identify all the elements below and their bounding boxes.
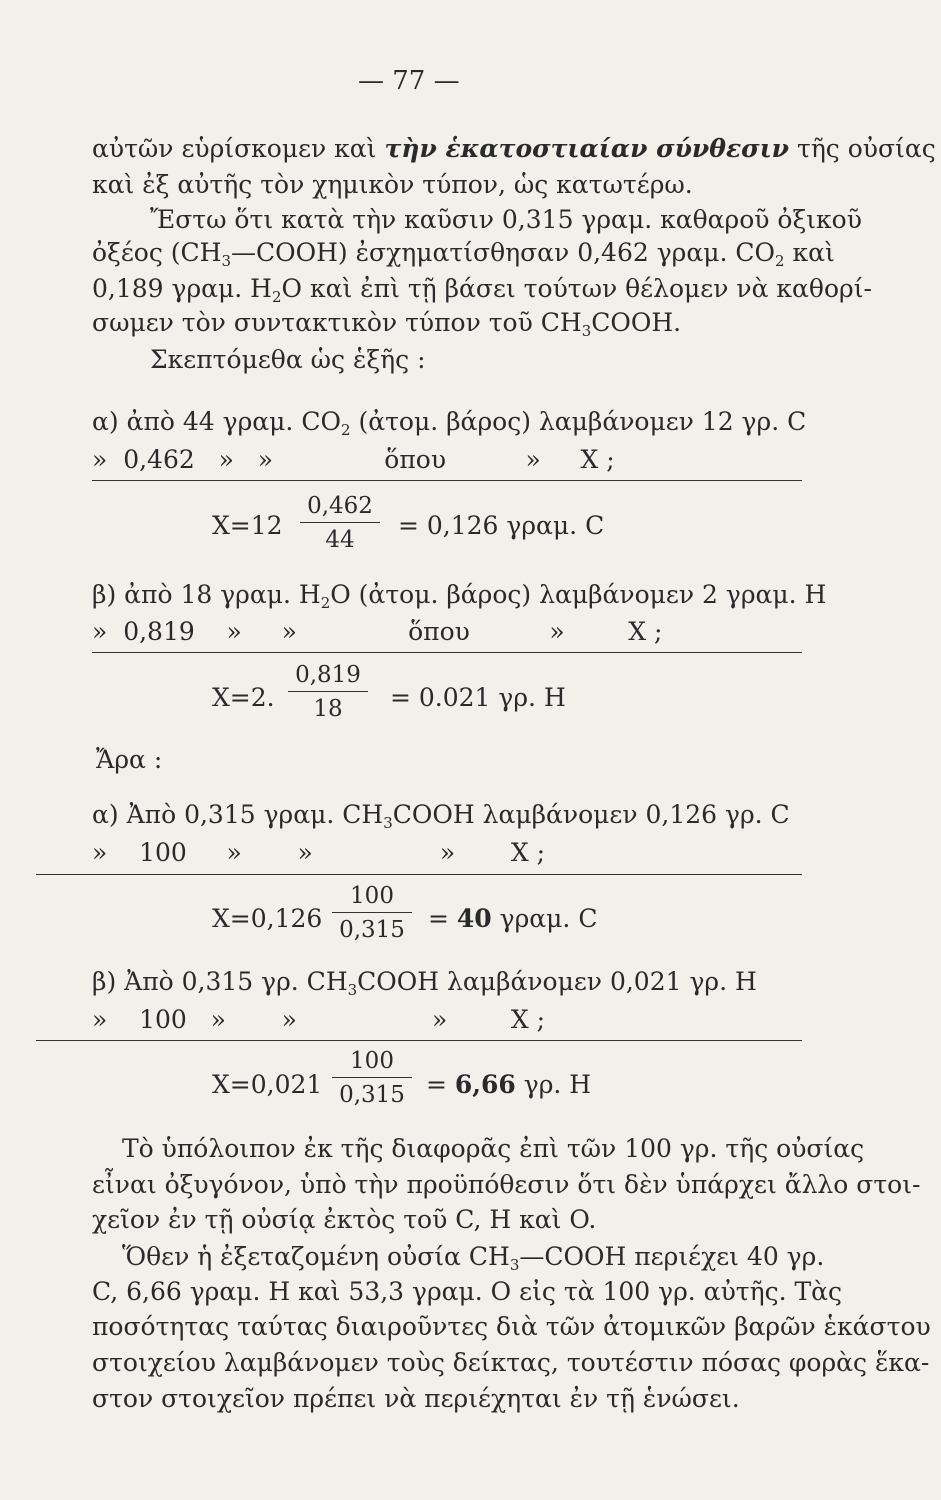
conclusion-line-8: στον στοιχεῖον πρέπει νὰ περιέχηται ἐν τῇ ἑνώσει.	[92, 1384, 740, 1413]
intro-line-4: ὀξέος $(CH_3—COOH)$ ἐσχηματίσθησαν 0,462 γραμ. $CO_2$ καὶ	[92, 238, 835, 270]
result-a-fraction-bar	[332, 912, 412, 913]
result-a-lhs: X=0,126	[212, 904, 323, 933]
conclusion-line-7: στοιχείου λαμβάνομεν τοὺς δείκτας, τουτέστιν πόσας φορὰς ἕκα-	[92, 1348, 930, 1377]
step-a-lhs: X=12	[212, 511, 283, 540]
intro-line-3: Ἔστω ὅτι κατὰ τὴν καῦσιν 0,315 γραμ. καθαροῦ ὀξικοῦ	[150, 205, 862, 234]
result-a-denominator: 0,315	[339, 917, 405, 943]
step-a-numerator: 0,462	[307, 493, 373, 519]
result-b-fraction-bar	[332, 1077, 412, 1078]
result-b-denominator: 0,315	[339, 1082, 405, 1108]
step-a-denominator: 44	[325, 527, 355, 553]
conclusion-line-1: Τὸ ὑπόλοιπον ἐκ τῆς διαφορᾶς ἐπὶ τῶν 100 γρ. τῆς οὐσίας	[122, 1134, 865, 1163]
step-b-lhs: X=2.	[212, 683, 275, 712]
conclusion-line-3: χεῖον ἐν τῇ οὐσίᾳ ἐκτὸς τοῦ C, H καὶ O.	[92, 1205, 597, 1234]
intro-line-2: καὶ ἐξ αὐτῆς τὸν χημικὸν τύπον, ὡς κατωτέρω.	[92, 170, 693, 199]
step-b-denominator: 18	[313, 696, 343, 722]
step-a-fraction-bar	[300, 522, 380, 523]
conclusion-line-5: C, 6,66 γραμ. H καὶ 53,3 γραμ. O εἰς τὰ 100 γρ. αὐτῆς. Τὰς	[92, 1277, 843, 1306]
result-a-rule	[36, 874, 802, 875]
ara-label: Ἄρα :	[96, 745, 163, 774]
conclusion-line-2: εἶναι ὀξυγόνον, ὑπὸ τὴν προϋπόθεσιν ὅτι δὲν ὑπάρχει ἄλλο στοι-	[92, 1170, 921, 1199]
result-b-line-1: β) Ἀπὸ 0,315 γρ. $CH_3COOH$ λαμβάνομεν 0,021 γρ. H	[92, 967, 757, 999]
result-b-lhs: X=0,021	[212, 1070, 323, 1099]
intro-line-6: σωμεν τὸν συντακτικὸν τύπον τοῦ $CH_3COOH$.	[92, 308, 682, 340]
step-b-result: = 0.021 γρ. H	[390, 683, 566, 712]
conclusion-line-4: Ὅθεν ἡ ἐξεταζομένη οὐσία $CH_3—COOH$ περιέχει 40 γρ.	[122, 1242, 825, 1274]
step-a-line-2: » 0,462 » » ὅπου » X ;	[92, 445, 615, 474]
result-b-line-2: » 100 » » » X ;	[92, 1005, 545, 1034]
result-a-line-1: α) Ἀπὸ 0,315 γραμ. $CH_3COOH$ λαμβάνομεν 0,126 γρ. C	[92, 800, 790, 832]
result-a-numerator: 100	[350, 883, 394, 909]
step-b-numerator: 0,819	[295, 662, 361, 688]
step-b-fraction-bar	[288, 691, 368, 692]
conclusion-line-6: ποσότητας ταύτας διαιροῦντες διὰ τῶν ἀτομικῶν βαρῶν ἑκάστου	[92, 1312, 931, 1341]
step-a-line-1: α) ἀπὸ 44 γραμ. $CO_2$ (ἀτομ. βάρος) λαμβάνομεν 12 γρ. C	[92, 407, 807, 439]
intro-line-7: Σκεπτόμεθα ὡς ἑξῆς :	[150, 345, 426, 374]
result-b-result: = 6,66 γρ. H	[426, 1070, 592, 1099]
page-number: — 77 —	[358, 66, 460, 96]
result-b-rule	[36, 1040, 802, 1041]
step-b-rule	[92, 652, 802, 653]
intro-line-5: 0,189 γραμ. $H_2O$ καὶ ἐπὶ τῇ βάσει τούτων θέλομεν νὰ καθορί-	[92, 274, 872, 306]
step-a-result: = 0,126 γραμ. C	[398, 511, 605, 540]
step-b-line-1: β) ἀπὸ 18 γραμ. $H_2O$ (ἀτομ. βάρος) λαμβάνομεν 2 γραμ. H	[92, 580, 827, 612]
step-a-rule	[92, 480, 802, 481]
intro-line-1: αὐτῶν εὑρίσκομεν καὶ τὴν ἑκατοστιαίαν σύνθεσιν τῆς οὐσίας	[92, 134, 936, 163]
step-b-line-2: » 0,819 » » ὅπου » X ;	[92, 617, 663, 646]
result-a-line-2: » 100 » » » X ;	[92, 838, 545, 867]
result-a-result: = 40 γραμ. C	[428, 904, 598, 933]
result-b-numerator: 100	[350, 1048, 394, 1074]
